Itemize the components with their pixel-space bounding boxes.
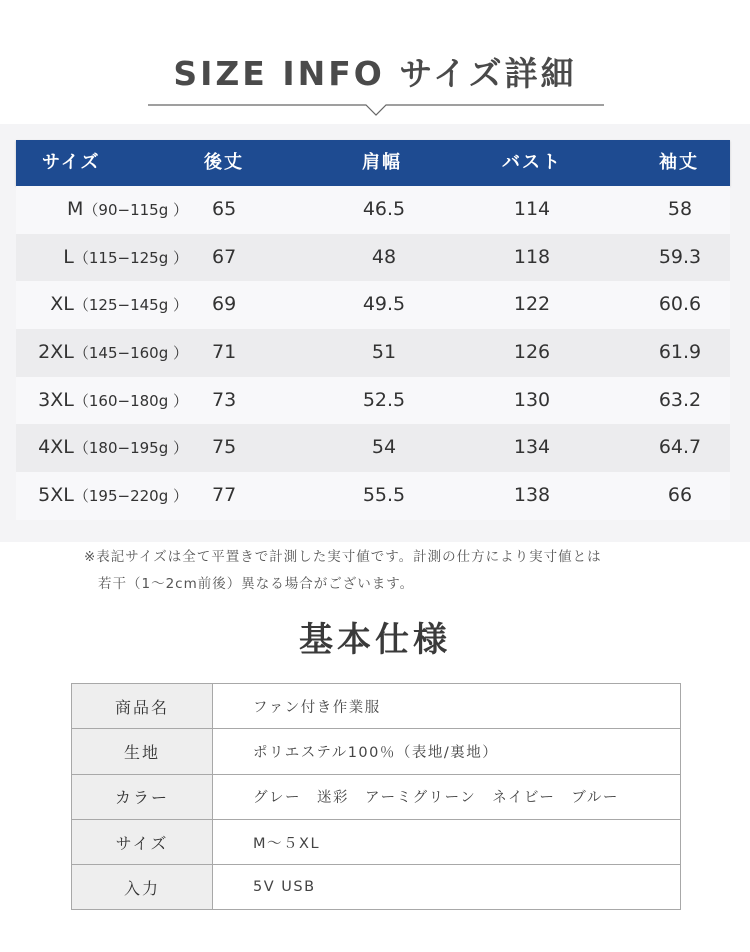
size-row [16, 234, 730, 282]
bust-cell: 130 [513, 388, 551, 411]
size-range: （115−125g ） [73, 248, 188, 267]
shoulder-cell: 51 [371, 341, 397, 364]
shoulder-cell: 52.5 [362, 388, 406, 411]
size-cell [16, 329, 188, 378]
spec-value: M～５XL [253, 835, 321, 852]
note-line-2: 若干（1〜2cm前後）異なる場合がございます。 [98, 576, 415, 592]
size-row [16, 424, 730, 472]
size-info-header [0, 0, 750, 120]
bust-cell: 118 [513, 245, 551, 268]
sleeve-cell: 66 [667, 484, 693, 507]
header-size: サイズ [42, 152, 101, 173]
spec-row [72, 774, 680, 819]
spec-label: 入力 [72, 865, 213, 909]
spec-row [72, 728, 680, 773]
spec-title: 基本仕様 [299, 620, 451, 660]
shoulder-cell: 49.5 [362, 293, 406, 316]
sleeve-cell: 60.6 [658, 293, 702, 316]
size-row [16, 186, 730, 234]
back-length-cell: 65 [212, 198, 237, 220]
size-name: 3XL [38, 388, 74, 411]
spec-row [72, 819, 680, 864]
size-cell [16, 472, 188, 521]
size-range: （145−160g ） [73, 344, 188, 363]
shoulder-cell: 46.5 [362, 198, 406, 220]
spec-label: サイズ [72, 820, 213, 864]
bust-cell: 126 [513, 341, 551, 364]
size-info-title: SIZE INFO サイズ詳細 [173, 54, 577, 93]
spec-label: 生地 [72, 729, 213, 773]
size-row [16, 377, 730, 425]
sleeve-cell: 64.7 [658, 436, 702, 459]
size-range: （90−115g ） [83, 201, 188, 219]
sleeve-cell: 59.3 [658, 245, 702, 268]
bust-cell: 122 [513, 293, 551, 316]
back-length-cell: 77 [212, 484, 237, 507]
shoulder-cell: 55.5 [362, 484, 406, 507]
size-range: （160−180g ） [73, 391, 188, 410]
spec-label: カラー [72, 775, 213, 819]
header-shoulder: 肩幅 [362, 152, 402, 173]
size-table-panel [0, 124, 750, 542]
sleeve-cell: 58 [667, 198, 693, 220]
spec-value: ファン付き作業服 [253, 699, 381, 716]
size-name: 4XL [38, 436, 74, 459]
size-row [16, 329, 730, 377]
bust-cell: 138 [513, 484, 551, 507]
spec-row [72, 684, 680, 728]
size-cell [16, 281, 188, 330]
back-length-cell: 67 [212, 245, 237, 268]
shoulder-cell: 54 [371, 436, 397, 459]
back-length-cell: 75 [212, 436, 237, 459]
size-range: （195−220g ） [73, 487, 188, 506]
bust-cell: 134 [513, 436, 551, 459]
size-table [16, 140, 730, 520]
size-cell [16, 186, 188, 235]
spec-table [71, 683, 681, 910]
size-row [16, 281, 730, 329]
spec-value: グレー 迷彩 アーミグリーン ネイビー ブルー [253, 790, 619, 807]
spec-value: ポリエステル100％（表地/裏地） [253, 744, 499, 761]
size-name: XL [50, 293, 74, 316]
size-cell [16, 234, 188, 283]
bust-cell: 114 [513, 198, 551, 220]
size-row [16, 472, 730, 520]
size-name: M [67, 198, 84, 220]
header-bust: バスト [502, 152, 562, 173]
shoulder-cell: 48 [371, 245, 397, 268]
header-back-length: 後丈 [204, 152, 244, 173]
size-table-header [16, 140, 730, 186]
size-name: L [63, 245, 74, 268]
size-name: 5XL [38, 484, 74, 507]
spec-label: 商品名 [72, 684, 213, 728]
measurement-note [84, 544, 602, 598]
size-table-body [16, 186, 730, 520]
size-range: （180−195g ） [73, 439, 188, 458]
back-length-cell: 69 [212, 293, 237, 316]
spec-row [72, 864, 680, 909]
sleeve-cell: 61.9 [658, 341, 702, 364]
size-cell [16, 377, 188, 426]
size-cell [16, 424, 188, 473]
size-name: 2XL [38, 341, 74, 364]
title-underline-arrow [148, 104, 604, 118]
spec-value: 5V USB [253, 879, 316, 896]
size-range: （125−145g ） [73, 296, 188, 315]
back-length-cell: 71 [212, 341, 237, 364]
sleeve-cell: 63.2 [658, 388, 702, 411]
back-length-cell: 73 [212, 388, 237, 411]
header-sleeve: 袖丈 [659, 152, 699, 173]
note-line-1: ※表記サイズは全て平置きで計測した実寸値です。計測の仕方により実寸値とは [84, 549, 602, 565]
